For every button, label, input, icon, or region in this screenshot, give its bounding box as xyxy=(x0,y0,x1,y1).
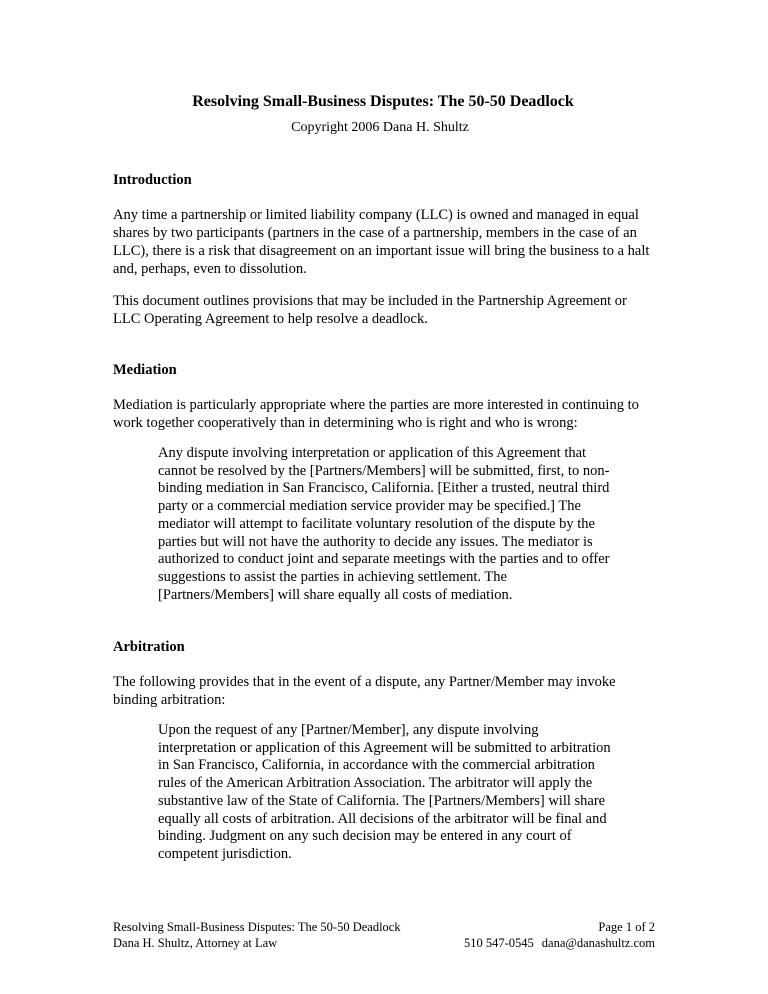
footer-left xyxy=(113,919,401,951)
arbitration-heading: Arbitration xyxy=(113,639,185,655)
introduction-paragraph-2: This document outlines provisions that may be included in the Partnership Agreement or LLC Operating Agreement to help resolve a deadlock. xyxy=(113,293,627,327)
document-title: Resolving Small-Business Disputes: The 50-50 Deadlock xyxy=(192,93,574,110)
mediation-clause: Any dispute involving interpretation or application of this Agreement that cannot be resolved by the [Partners/Members] will be submitted, first, to non-binding mediation in San Francisco, California. [Either a trusted, neutral third party or a commercial mediation service provider may be specified.] The mediator will attempt to facilitate voluntary resolution of the dispute by the parties but will not have the authority to decide any issues. The mediator is authorized to conduct joint and separate meetings with the parties and to offer suggestions to assist the parties in achieving settlement. The [Partners/Members] will share equally all costs of mediation. xyxy=(158,445,610,603)
footer-contact xyxy=(464,935,655,951)
footer-right xyxy=(464,919,655,951)
page-number: Page 1 of 2 xyxy=(598,920,655,934)
footer-document-title: Resolving Small-Business Disputes: The 50-50 Deadlock xyxy=(113,920,401,934)
mediation-intro: Mediation is particularly appropriate where the parties are more interested in continuing to work together cooperatively than in determining who is right and who is wrong: xyxy=(113,397,639,431)
arbitration-intro: The following provides that in the event of a dispute, any Partner/Member may invoke binding arbitration: xyxy=(113,674,616,708)
introduction-paragraph-1: Any time a partnership or limited liability company (LLC) is owned and managed in equal shares by two participants (partners in the case of a partnership, members in the case of an LLC), there is a risk that disagreement on an important issue will bring the business to a halt and, perhaps, even to dissolution. xyxy=(113,207,650,277)
introduction-heading: Introduction xyxy=(113,172,192,188)
mediation-heading: Mediation xyxy=(113,362,177,378)
arbitration-clause: Upon the request of any [Partner/Member], any dispute involving interpretation or application of this Agreement will be submitted to arbitration in San Francisco, California, in accordance with the commercial arbitration rules of the American Arbitration Association. The arbitrator will apply the substantive law of the State of California. The [Partners/Members] will share equally all costs of arbitration. All decisions of the arbitrator will be final and binding. Judgment on any such decision may be entered in any court of competent jurisdiction. xyxy=(158,722,611,862)
footer-author: Dana H. Shultz, Attorney at Law xyxy=(113,936,278,950)
footer-email[interactable]: dana@danashultz.com xyxy=(541,936,655,950)
copyright-line: Copyright 2006 Dana H. Shultz xyxy=(291,120,469,135)
footer-phone: 510 547-0545 xyxy=(463,936,534,950)
